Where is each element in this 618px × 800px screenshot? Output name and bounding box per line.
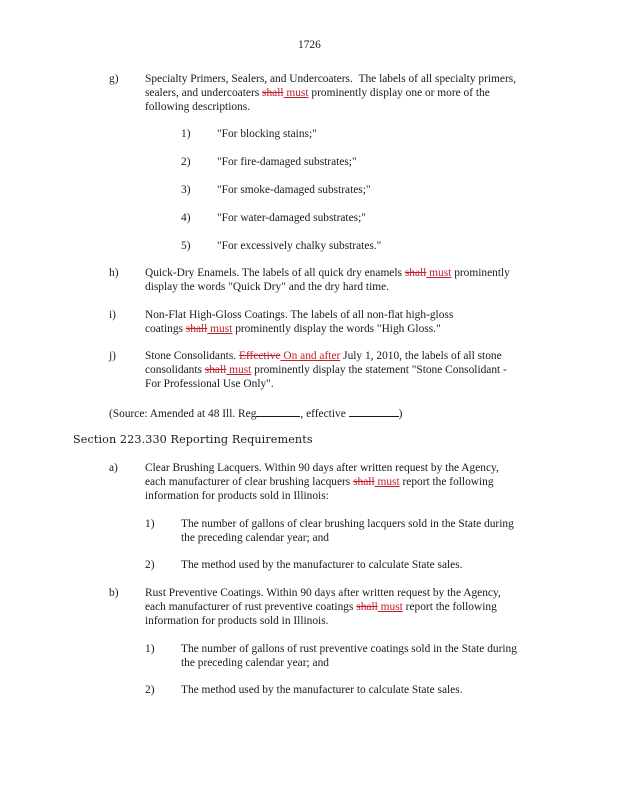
item-h-text: Quick-Dry Enamels. The labels of all quick dry enamels <box>145 267 405 279</box>
sub-item-num: 2) <box>145 559 155 571</box>
item-marker-j: j) <box>109 350 116 362</box>
sub-item-line1: The method used by the manufacturer to calculate State sales. <box>181 684 463 696</box>
deleted-text: shall <box>353 476 375 488</box>
deleted-text: shall <box>262 87 284 99</box>
item-marker-h: h) <box>109 267 119 279</box>
item-h-text-post: prominently <box>451 267 510 279</box>
source-mid: , effective <box>300 408 349 420</box>
sub-item-num: 1) <box>145 643 155 655</box>
item-g-line3: following descriptions. <box>145 101 251 113</box>
sub-item-line1: The number of gallons of clear brushing lacquers sold in the State during <box>181 518 514 530</box>
sub-item-line2: the preceding calendar year; and <box>181 657 329 669</box>
item-marker-g: g) <box>109 73 119 85</box>
section-item-b-line2 <box>145 601 497 615</box>
source-post: ) <box>398 408 403 420</box>
item-h-line1 <box>145 267 510 281</box>
desc-text: "For water-damaged substrates;" <box>217 212 366 224</box>
inserted-text: On and after <box>280 350 341 362</box>
desc-text: "For smoke-damaged substrates;" <box>217 184 371 196</box>
inserted-text: must <box>226 364 252 376</box>
section-item-a-line1: Clear Brushing Lacquers. Within 90 days after written request by the Agency, <box>145 462 499 474</box>
source-pre: (Source: Amended at 48 Ill. Reg <box>109 408 257 420</box>
section-item-a-line2 <box>145 476 494 490</box>
desc-num: 1) <box>181 128 191 140</box>
item-j-line1 <box>145 350 502 364</box>
deleted-text: shall <box>356 601 378 613</box>
deleted-text: shall <box>185 323 208 335</box>
sub-item-line1: The method used by the manufacturer to calculate State sales. <box>181 559 463 571</box>
section-item-b-line1: Rust Preventive Coatings. Within 90 days after written request by the Agency, <box>145 587 501 599</box>
item-i-line2 <box>145 323 441 337</box>
item-g-line1 <box>145 73 516 87</box>
section-item-b-text: each manufacturer of rust preventive coatings <box>145 601 357 613</box>
item-i-text: coatings <box>145 323 186 335</box>
item-g-line1-rest: The labels of all specialty primers, <box>358 73 517 85</box>
deleted-text: shall <box>404 267 427 279</box>
section-item-marker-b: b) <box>109 587 119 599</box>
desc-text: "For blocking stains;" <box>217 128 317 140</box>
item-g-line2 <box>145 87 490 101</box>
inserted-text: must <box>207 323 233 335</box>
desc-num: 5) <box>181 240 191 252</box>
desc-text: "For excessively chalky substrates." <box>217 240 382 252</box>
section-item-a-line3: information for products sold in Illinois: <box>145 490 329 502</box>
section-heading: Section 223.330 Reporting Requirements <box>73 433 313 446</box>
desc-num: 3) <box>181 184 191 196</box>
item-g-title: Specialty Primers, Sealers, and Undercoaters. <box>145 73 353 85</box>
desc-num: 4) <box>181 212 191 224</box>
inserted-text: must <box>283 87 309 99</box>
blank-register <box>256 406 300 417</box>
deleted-text: Effective <box>238 350 281 362</box>
item-g-text: sealers, and undercoaters <box>145 87 263 99</box>
item-j-line3: For Professional Use Only". <box>145 378 274 390</box>
item-j-text-post: July 1, 2010, the labels of all stone <box>340 350 502 362</box>
desc-text: "For fire-damaged substrates;" <box>217 156 357 168</box>
section-item-b-line3: information for products sold in Illinois. <box>145 615 329 627</box>
item-i-text-post: prominently display the words "High Gloss." <box>232 323 441 335</box>
inserted-text: must <box>377 601 403 613</box>
section-item-b-text-post: report the following <box>402 601 497 613</box>
item-j-text-post: prominently display the statement "Stone Consolidant - <box>251 364 507 376</box>
item-marker-i: i) <box>109 309 116 321</box>
inserted-text: must <box>374 476 400 488</box>
source-note <box>109 406 402 422</box>
inserted-text: must <box>426 267 452 279</box>
sub-item-line1: The number of gallons of rust preventive coatings sold in the State during <box>181 643 517 655</box>
item-i-line1: Non-Flat High-Gloss Coatings. The labels of all non-flat high-gloss <box>145 309 454 321</box>
item-j-line2 <box>145 364 507 378</box>
sub-item-line2: the preceding calendar year; and <box>181 532 329 544</box>
deleted-text: shall <box>204 364 227 376</box>
desc-num: 2) <box>181 156 191 168</box>
page-number: 1726 <box>298 39 321 51</box>
section-item-marker-a: a) <box>109 462 118 474</box>
item-j-text: consolidants <box>145 364 205 376</box>
sub-item-num: 2) <box>145 684 155 696</box>
item-j-text: Stone Consolidants. <box>145 350 239 362</box>
section-item-a-text: each manufacturer of clear brushing lacquers <box>145 476 354 488</box>
blank-effective <box>349 406 399 417</box>
section-item-a-text-post: report the following <box>399 476 494 488</box>
item-h-line2: display the words "Quick Dry" and the dry hard time. <box>145 281 390 293</box>
sub-item-num: 1) <box>145 518 155 530</box>
item-g-text-post: prominently display one or more of the <box>308 87 490 99</box>
